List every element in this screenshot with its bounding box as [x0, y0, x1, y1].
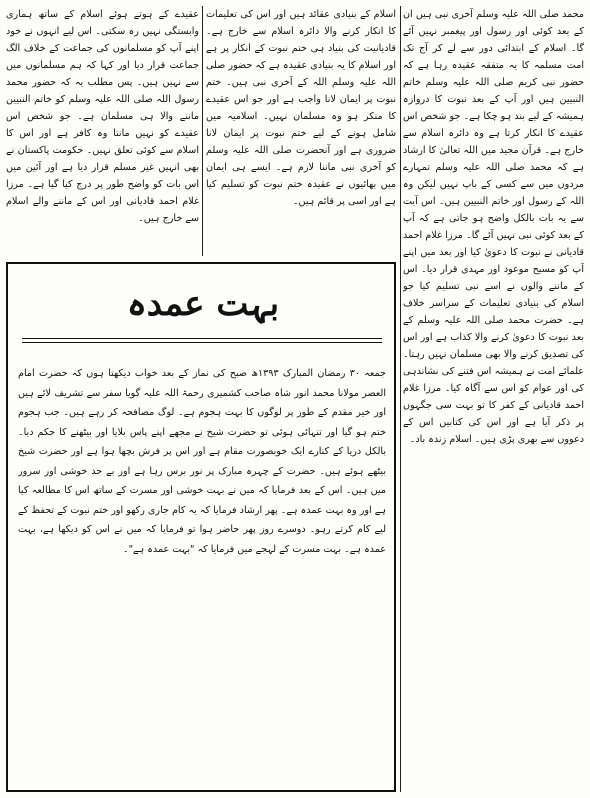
column-divider-right	[400, 6, 401, 792]
title-underline	[22, 338, 382, 339]
article-column-middle: اسلام کے بنیادی عقائد ہیں اور اس کی تعلیمات کا انکار کرنے والا دائرہ اسلام سے خارج ہے۔ قادیانیت کی بنیاد ہی ختم نبوت کے انکار پر ہے اور اسلام کا یہ بنیادی عقیدہ ہے کہ حضور صلی اللہ علیہ وسلم اللہ کے آخری نبی ہیں۔ ختم نبوت پر ایمان لانا واجب ہے اور جو اس عقیدے کا منکر ہو وہ مسلمان نہیں۔ اسلامیہ میں شامل ہونے کے لیے ختم نبوت پر ایمان لانا ضروری ہے اور آنحضرت صلی اللہ علیہ وسلم کو آخری نبی ماننا لازم ہے۔ ایسے ہی ایمان میں بھائیوں نے عقیدہ ختم نبوت کو تسلیم کیا ہے اور اسی پر قائم ہیں۔	[206, 9, 396, 207]
boxed-article-body: جمعہ ۳۰ رمضان المبارک ۱۳۹۳ھ صبح کی نماز کے بعد خواب دیکھتا ہوں کہ حضرت امام العصر مولانا محمد انور شاہ صاحب کشمیری رحمۃ اللہ علیہ گویا سفر سے تشریف لائے ہیں اور خیر مقدم کے طور پر لوگوں کا بہت ہجوم ہے۔ لوگ مصافحہ کر رہے ہیں۔ جب ہجوم ختم ہو گیا اور تنہائی ہوئی تو حضرت شیخ نے مجھے اپنے پاس بلایا اور بیٹھنے کا حکم دیا۔ بالکل دریا کے کنارے ایک خوبصورت مقام ہے اور اس پر فرش بچھا ہوا ہے اور حضرت شیخ بیٹھے ہوئے ہیں۔ حضرت کے چہرہ مبارک پر نور برس رہا ہے اور بے حد خوشی اور سرور میں ہیں۔ اس کے بعد فرمایا کہ میں نے بہت خوشی اور مسرت کے ساتھ اس کا مطالعہ کیا ہے اور وہ بہت عمدہ ہے۔ پھر ارشاد فرمایا کہ یہ کام جاری رکھو اور ختم نبوت کے تحفظ کے لیے کام کرتے رہو۔ دوسرے روز پھر حاضر ہوا تو فرمایا کہ میں نے اس کو دیکھا ہے، بہت عمدہ ہے۔ بہت مسرت کے لہجے میں فرمایا کہ "بہت عمدہ ہے"۔	[18, 368, 386, 555]
article-column-left: عقیدے کے ہوتے ہوئے اسلام کے ساتھ ہماری وابستگی نہیں رہ سکتی۔ اس لیے انہوں نے خود اپنے آپ کو مسلمانوں کی جماعت کے خلاف الگ جماعت قرار دیا اور کہا کہ ہم مسلمانوں میں سے نہیں ہیں۔ پس مطلب یہ کہ حضور محمد رسول اللہ صلی اللہ علیہ وسلم کو خاتم النبیین ماننے والا ہی مسلمان ہے۔ جو شخص اس عقیدے کو نہیں مانتا وہ کافر ہے اور اس کا اسلام سے کوئی تعلق نہیں۔ حکومت پاکستان نے بھی انہیں غیر مسلم قرار دیا ہے اور آئین میں اس بات کو واضح طور پر درج کیا گیا ہے۔ مرزا غلام احمد قادیانی اور اس کے ماننے والے اسلام سے خارج ہیں۔	[6, 9, 199, 224]
article-column-right: محمد صلی اللہ علیہ وسلم آخری نبی ہیں ان کے بعد کوئی اور رسول اور پیغمبر نہیں آئے گا۔ اسلام کے ابتدائی دور سے لے کر آج تک امت مسلمہ کا یہ متفقہ عقیدہ رہا ہے کہ حضور نبی کریم صلی اللہ علیہ وسلم خاتم النبیین ہیں اور آپ کے بعد نبوت کا دروازہ ہمیشہ کے لیے بند ہو چکا ہے۔ جو شخص اس عقیدے کا انکار کرتا ہے وہ دائرہ اسلام سے خارج ہے۔ قرآن مجید میں اللہ تعالیٰ کا ارشاد ہے کہ محمد صلی اللہ علیہ وسلم تمہارے مردوں میں سے کسی کے باپ نہیں لیکن وہ اللہ کے رسول اور خاتم النبیین ہیں۔ اس آیت سے یہ بات بالکل واضح ہو جاتی ہے کہ آپ کے بعد کوئی نبی نہیں آئے گا۔ مرزا غلام احمد قادیانی نے نبوت کا دعویٰ کیا اور بعد میں اپنے آپ کو مسیح موعود اور مہدی قرار دیا۔ اس کے ماننے والوں نے اسے نبی تسلیم کیا جو اسلام کی بنیادی تعلیمات کے سراسر خلاف ہے۔ حضرت محمد صلی اللہ علیہ وسلم کے بعد نبوت کا دعویٰ کرنے والا کذاب ہے اور اس کی تصدیق کرنے والا بھی مسلمان نہیں رہتا۔ علمائے امت نے ہمیشہ اس فتنے کی نشاندہی کی اور عوام کو اس سے آگاہ کیا۔ مرزا غلام احمد قادیانی کے کفر کا تو بہت سی جگہوں پر ذکر آیا ہے اور اس کی کتابیں اس کے دعووں سے بھری پڑی ہیں۔ اسلام زندہ باد۔	[403, 9, 584, 445]
boxed-article	[6, 262, 396, 792]
title-underline-double	[22, 342, 382, 343]
boxed-article-title: بہت عمدہ	[126, 284, 280, 324]
column-divider-left	[202, 6, 203, 256]
